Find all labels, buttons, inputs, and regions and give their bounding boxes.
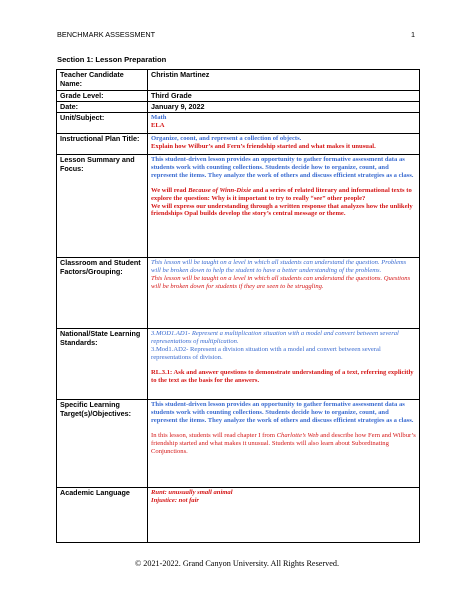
date-value: January 9, 2022 bbox=[148, 102, 420, 113]
lesson-summary-value bbox=[148, 155, 420, 258]
plan-title-math: Organize, coont, and represent a collection of objects. bbox=[151, 135, 302, 142]
plan-title-value bbox=[148, 134, 420, 155]
summary-book-title: Because of Winn-Dixie bbox=[188, 186, 252, 194]
academic-language-value bbox=[148, 488, 420, 543]
teacher-name-value: Christin Martinez bbox=[148, 70, 420, 91]
grouping-label: Classroom and Student Factors/Grouping: bbox=[57, 258, 148, 329]
subject-ela: ELA bbox=[151, 121, 165, 129]
objectives-ela-paragraph: In this lesson, students will read chapter I from Charlotte’s Web and describe how Fern and Wilbur’s friendship started and what makes it unusual. Students will also learn about Subordinating Conjunctions. bbox=[151, 431, 416, 455]
row-lesson-summary bbox=[57, 155, 420, 258]
summary-ela-paragraph: We will read Because of Winn-Dixie and a series of related literary and informational texts to explore the question: Why is it important to try to really “see” other people? bbox=[151, 186, 412, 202]
section-title: Section 1: Lesson Preparation bbox=[57, 55, 167, 64]
grouping-value bbox=[148, 258, 420, 329]
row-plan-title bbox=[57, 134, 420, 155]
copyright-footer: © 2021-2022. Grand Canyon University. All Rights Reserved. bbox=[135, 559, 339, 568]
plan-title-label: Instructional Plan Title: bbox=[57, 134, 148, 155]
standard-math-2: 3.Mod1.AD2- Represent a division situation with a model and convert between several representations of division. bbox=[151, 345, 381, 361]
page-number: 1 bbox=[411, 30, 416, 39]
unit-subject-value bbox=[148, 113, 420, 134]
grouping-ela-paragraph: This lesson will be taught on a level in which all students can understand the questions. Questions will be broken down for students if they are seen to be struggling. bbox=[151, 274, 411, 290]
vocab-runt: Runt: unusually small animal bbox=[151, 489, 233, 496]
standard-ela: RL.3.1: Ask and answer questions to demonstrate understanding of a text, referring explicitly to the text as the basis for the answers. bbox=[151, 368, 414, 384]
academic-language-label: Academic Language bbox=[57, 488, 148, 543]
row-grouping bbox=[57, 258, 420, 329]
row-objectives bbox=[57, 400, 420, 488]
summary-math-paragraph: This student-driven lesson provides an opportunity to gather formative assessment data as students work with counting collections. Students decide how to organize, count, and represent the items. They analyze the work of others and discuss efficient strategies as a class. bbox=[151, 156, 414, 179]
objectives-math-paragraph: This student-driven lesson provides an opportunity to gather formative assessment data as students work with counting collections. Students decide how to organize, count, and represent the items. They analyze the work of others and discuss efficient strategies as a class. bbox=[151, 401, 414, 424]
grade-level-value: Third Grade bbox=[148, 91, 420, 102]
objectives-book-title: Charlotte’s Web bbox=[276, 431, 319, 439]
teacher-name-label: Teacher Candidate Name: bbox=[57, 70, 148, 91]
vocab-injustice: Injustice: not fair bbox=[151, 496, 199, 504]
standard-math-1: 3.MOD1.AD1- Represent a multiplication situation with a model and convert between several representations of multiplication. bbox=[151, 330, 399, 345]
header-title: BENCHMARK ASSESSMENT bbox=[57, 30, 156, 39]
subject-math: Math bbox=[151, 114, 167, 121]
grouping-math-paragraph: This lesson will be taught on a level in which all students can understand the question. Problems will be broken down to help the student to have a better understanding of the problems. bbox=[151, 259, 407, 274]
date-label: Date: bbox=[57, 102, 148, 113]
grade-level-label: Grade Level: bbox=[57, 91, 148, 102]
unit-subject-label: Unit/Subject: bbox=[57, 113, 148, 134]
row-standards bbox=[57, 329, 420, 400]
row-unit-subject bbox=[57, 113, 420, 134]
standards-label: National/State Learning Standards: bbox=[57, 329, 148, 400]
plan-title-ela: Explain how Wilbur’s and Fern’s friendship started and what makes it unusual. bbox=[151, 142, 376, 150]
lesson-summary-label: Lesson Summary and Focus: bbox=[57, 155, 148, 258]
standards-value bbox=[148, 329, 420, 400]
summary-ela-response: We will express our understanding through a written response that analyzes how the unlikely friendships Opal builds develop the story’s central message or theme. bbox=[151, 202, 413, 218]
objectives-value bbox=[148, 400, 420, 488]
row-date bbox=[57, 102, 420, 113]
objectives-label: Specific Learning Target(s)/Objectives: bbox=[57, 400, 148, 488]
row-teacher-name bbox=[57, 70, 420, 91]
row-academic-language bbox=[57, 488, 420, 543]
lesson-preparation-table bbox=[56, 69, 420, 543]
row-grade-level bbox=[57, 91, 420, 102]
